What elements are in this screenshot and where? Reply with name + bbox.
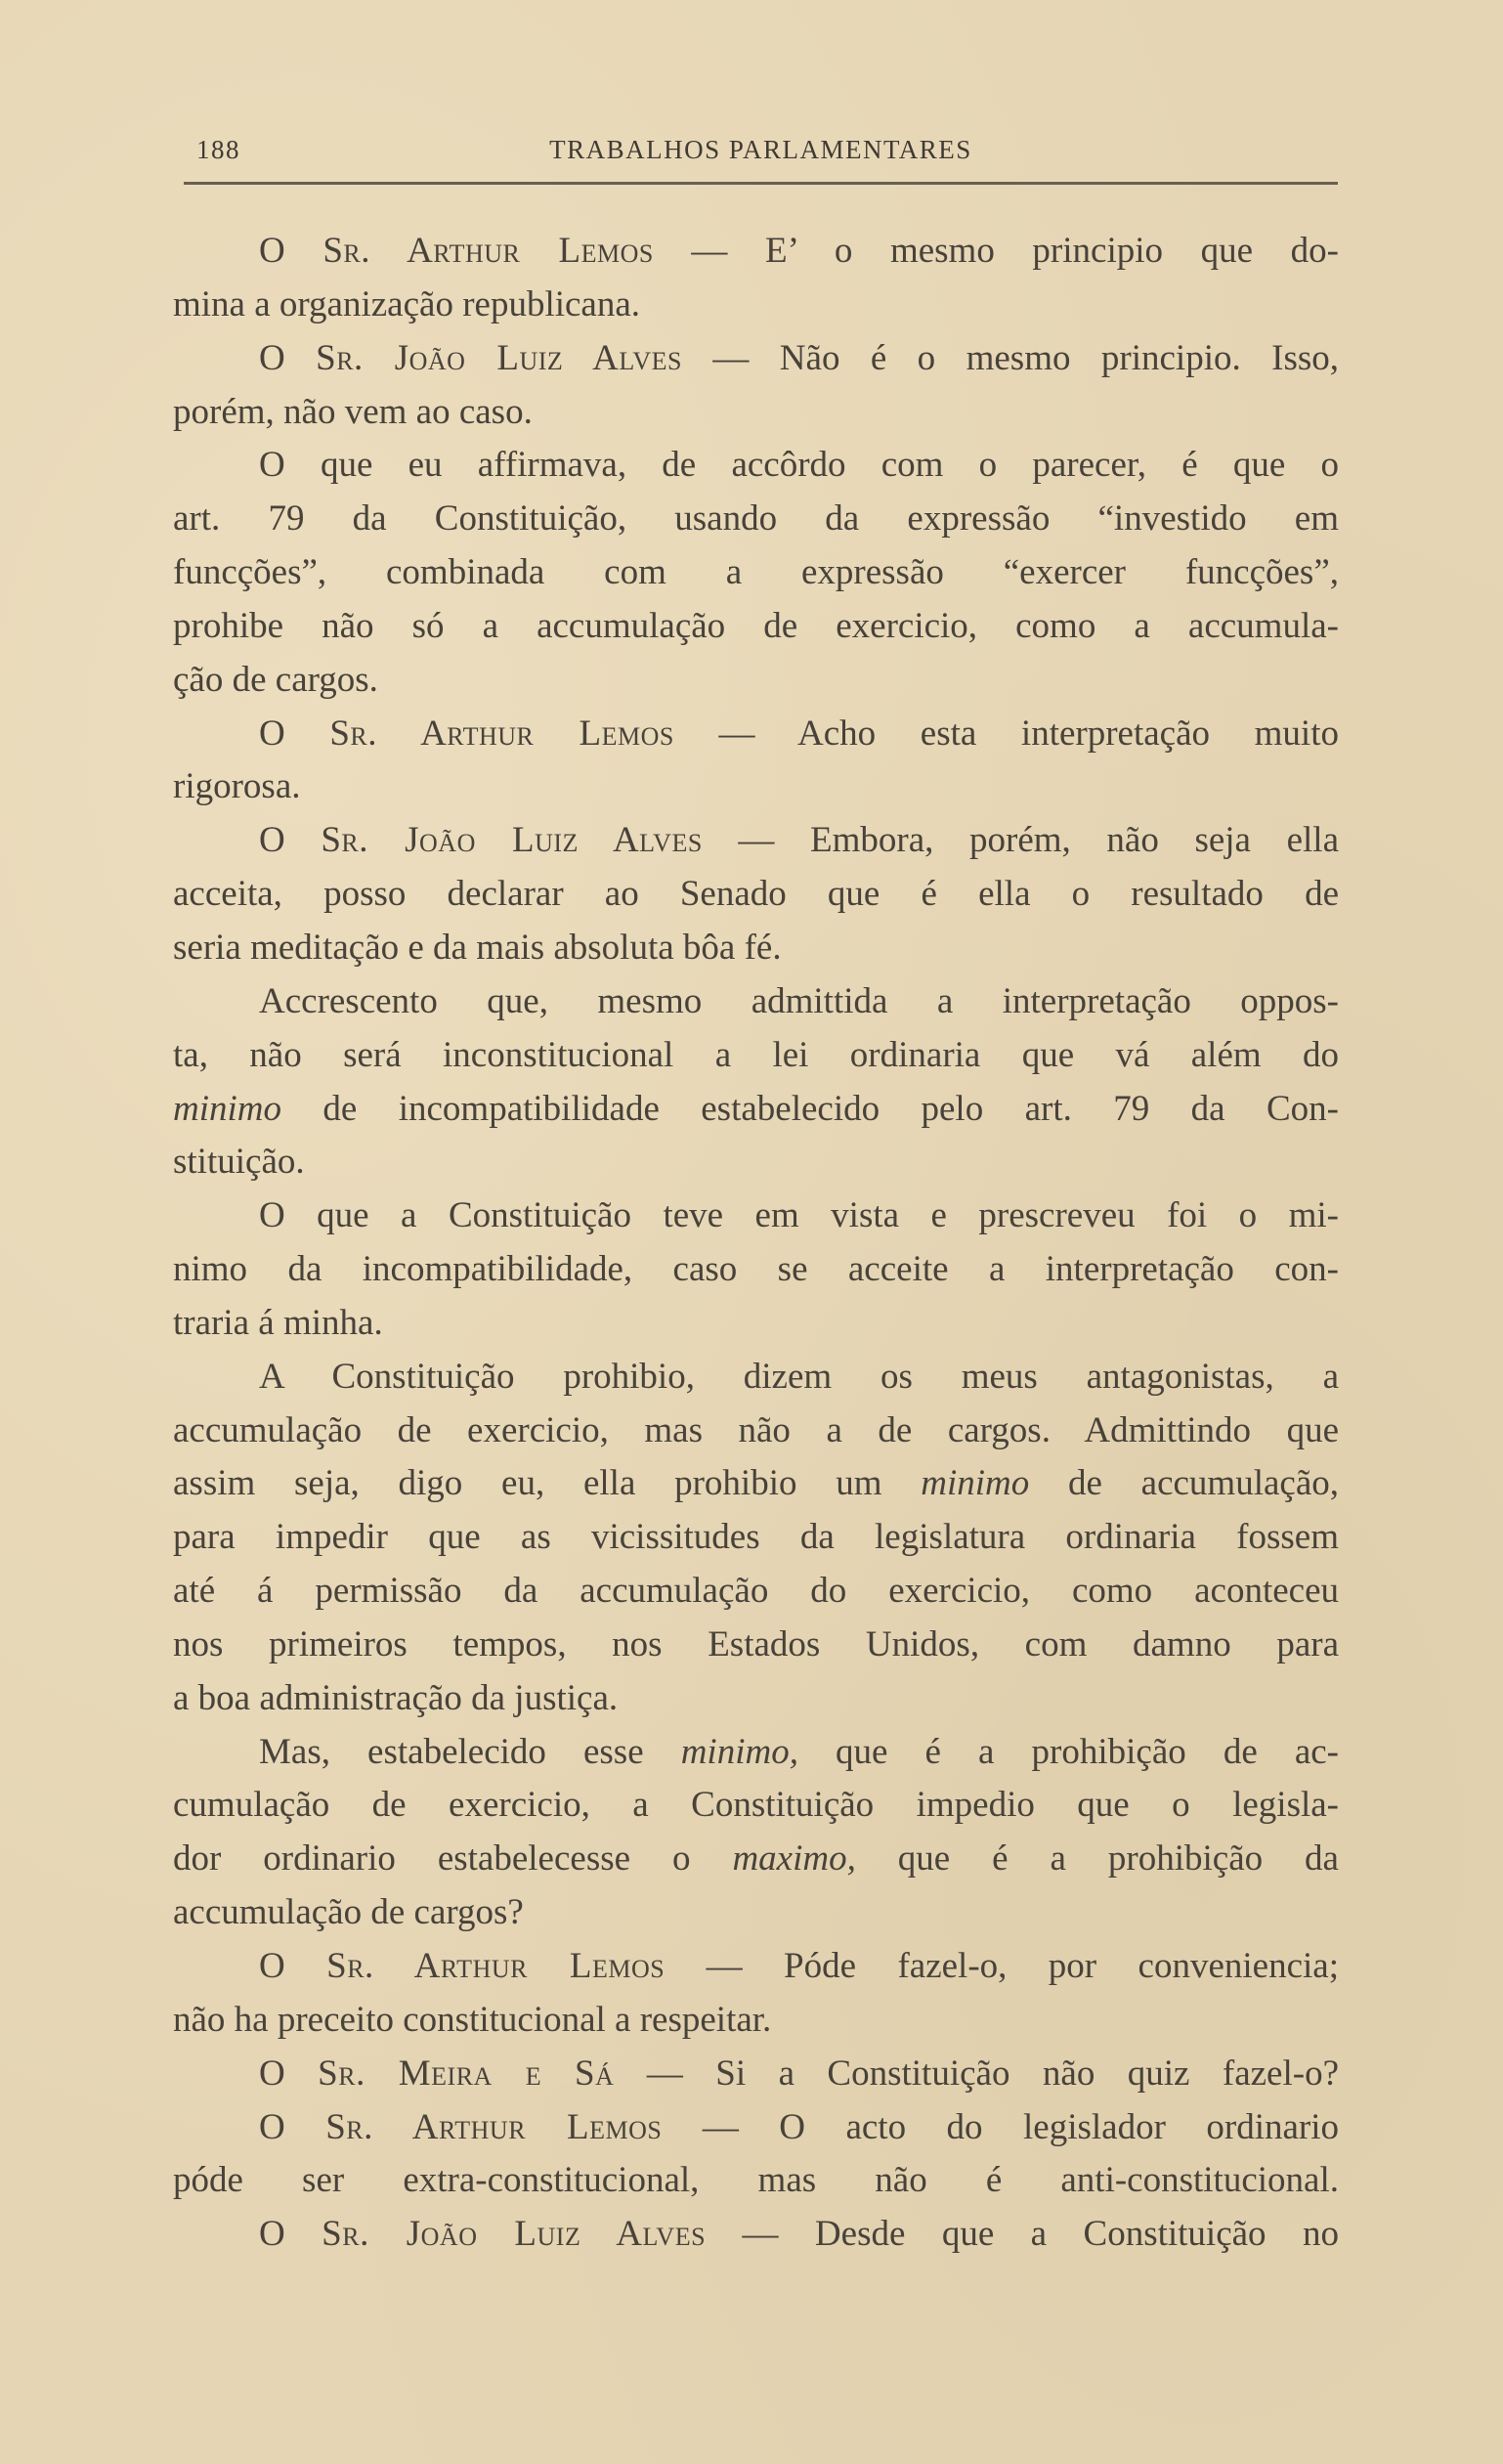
text-run: O — [259, 1946, 327, 1986]
text-line — [173, 1351, 1339, 1405]
text-line — [173, 439, 1339, 493]
text-line — [173, 2101, 1339, 2155]
text-line — [173, 2208, 1339, 2262]
text-line — [173, 1619, 1339, 1672]
speaker-name: Sr. Arthur Lemos — [326, 1946, 666, 1986]
speaker-name: Sr. João Luiz Alves — [321, 820, 703, 861]
text-line — [173, 1189, 1339, 1243]
text-line — [173, 1672, 1339, 1726]
text-run: — Si a Constituição não quiz fazel-o? — [614, 2053, 1339, 2094]
text-line — [173, 1940, 1339, 1994]
text-line — [173, 1457, 1339, 1511]
text-run: porém, não vem ao caso. — [173, 391, 533, 432]
text-run: — Acho esta interpretação muito — [673, 713, 1339, 754]
text-line — [173, 1083, 1339, 1137]
italic-term: maximo, — [732, 1838, 856, 1880]
text-line — [173, 1726, 1339, 1780]
text-run: funcções”, combinada com a expressão “exercer funcções”, — [173, 552, 1339, 593]
text-run: de incompatibilidade estabelecido pelo art. 79 da Con- — [281, 1088, 1339, 1129]
text-line — [173, 1511, 1339, 1565]
text-run: seria meditação e da mais absoluta bôa fé. — [173, 927, 782, 968]
text-line — [173, 279, 1339, 332]
text-run: O — [259, 820, 322, 861]
running-title: TRABALHOS PARLAMENTARES — [549, 135, 972, 164]
text-run: accumulação de exercicio, mas não a de cargos. Admittindo que — [173, 1409, 1339, 1450]
text-run: A Constituição prohibio, dizem os meus antagonistas, a — [259, 1356, 1339, 1397]
text-run: que é a prohibição de ac- — [797, 1731, 1339, 1772]
text-run: ta, não será inconstitucional a lei ordinaria que vá além do — [173, 1034, 1339, 1075]
text-run: Mas, estabelecido esse — [259, 1731, 681, 1772]
speaker-name: Sr. Arthur Lemos — [325, 2106, 663, 2147]
text-run: rigorosa. — [173, 766, 301, 807]
text-line — [173, 493, 1339, 546]
text-run: art. 79 da Constituição, usando da expressão “investido em — [173, 498, 1339, 540]
text-run: O — [259, 713, 330, 754]
italic-term: minimo — [173, 1088, 281, 1129]
text-line — [173, 814, 1339, 868]
text-run: prohibe não só a accumulação de exercicio, como a accumula- — [173, 605, 1339, 646]
text-run: ção de cargos. — [173, 659, 378, 700]
text-line — [173, 1405, 1339, 1458]
text-line — [173, 546, 1339, 600]
running-head — [184, 135, 1338, 170]
text-line — [173, 1994, 1339, 2048]
body-text — [173, 225, 1339, 2262]
text-line — [173, 975, 1339, 1029]
text-run: não ha preceito constitucional a respeitar. — [173, 1999, 772, 2040]
text-run: Accrescento que, mesmo admittida a interpretação oppos- — [259, 980, 1339, 1021]
text-run: póde ser extra-constitucional, mas não é anti-constitucional. — [173, 2160, 1339, 2201]
text-run: de accumulação, — [1029, 1463, 1339, 1504]
text-run: acceita, posso declarar ao Senado que é ella o resultado de — [173, 874, 1339, 915]
text-run: — Póde fazel-o, por conveniencia; — [665, 1946, 1339, 1986]
text-run: O — [259, 2214, 322, 2255]
text-run: accumulação de cargos? — [173, 1892, 524, 1933]
text-line — [173, 600, 1339, 654]
text-line — [173, 654, 1339, 708]
text-line — [173, 922, 1339, 975]
text-run: — E’ o mesmo principio que do- — [653, 231, 1339, 271]
page-number: 188 — [196, 135, 240, 164]
text-line — [173, 1136, 1339, 1189]
text-line — [173, 708, 1339, 761]
text-run: O — [259, 231, 323, 271]
speaker-name: Sr. Arthur Lemos — [322, 231, 654, 271]
italic-term: minimo — [921, 1463, 1030, 1504]
text-line — [173, 386, 1339, 440]
text-run: — Embora, porém, não seja ella — [702, 820, 1340, 861]
text-run: dor ordinario estabelecesse o — [173, 1838, 733, 1880]
speaker-name: Sr. João Luiz Alves — [322, 2214, 707, 2255]
italic-term: minimo, — [680, 1731, 798, 1772]
text-line — [173, 1029, 1339, 1083]
speaker-name: Sr. Arthur Lemos — [329, 713, 674, 754]
text-run: até á permissão da accumulação do exercicio, como aconteceu — [173, 1571, 1339, 1612]
text-run: O que a Constituição teve em vista e prescreveu foi o mi- — [259, 1195, 1339, 1236]
text-run: O — [259, 337, 317, 378]
text-run: — O acto do legislador ordinario — [662, 2106, 1339, 2147]
text-line — [173, 2154, 1339, 2208]
text-line — [173, 868, 1339, 922]
text-run: assim seja, digo eu, ella prohibio um — [173, 1463, 922, 1504]
text-line — [173, 225, 1339, 279]
text-line — [173, 1243, 1339, 1297]
text-run: nos primeiros tempos, nos Estados Unidos, com damno para — [173, 1623, 1339, 1664]
text-run: traria á minha. — [173, 1302, 383, 1343]
speaker-name: Sr. Meira e Sá — [318, 2053, 615, 2094]
text-run: — Desde que a Constituição no — [706, 2214, 1339, 2255]
text-run: a boa administração da justiça. — [173, 1677, 619, 1718]
text-run: stituição. — [173, 1142, 305, 1183]
text-line — [173, 1833, 1339, 1886]
text-line — [173, 1565, 1339, 1619]
text-run: para impedir que as vicissitudes da legislatura ordinaria fossem — [173, 1517, 1339, 1558]
text-run: que é a prohibição da — [855, 1838, 1339, 1880]
text-line — [173, 332, 1339, 386]
speaker-name: Sr. João Luiz Alves — [316, 337, 682, 378]
text-run: mina a organização republicana. — [173, 283, 641, 324]
text-line — [173, 1886, 1339, 1940]
text-run: O que eu affirmava, de accôrdo com o parecer, é que o — [259, 445, 1339, 486]
text-run: O — [259, 2106, 326, 2147]
text-line — [173, 760, 1339, 814]
header-rule — [184, 182, 1338, 185]
text-run: O — [259, 2053, 319, 2094]
text-line — [173, 1779, 1339, 1833]
text-line — [173, 1297, 1339, 1351]
text-line — [173, 2048, 1339, 2101]
text-run: — Não é o mesmo principio. Isso, — [681, 337, 1339, 378]
text-run: nimo da incompatibilidade, caso se acceite a interpretação con- — [173, 1249, 1339, 1290]
text-run: cumulação de exercicio, a Constituição impedio que o legisla- — [173, 1785, 1339, 1826]
